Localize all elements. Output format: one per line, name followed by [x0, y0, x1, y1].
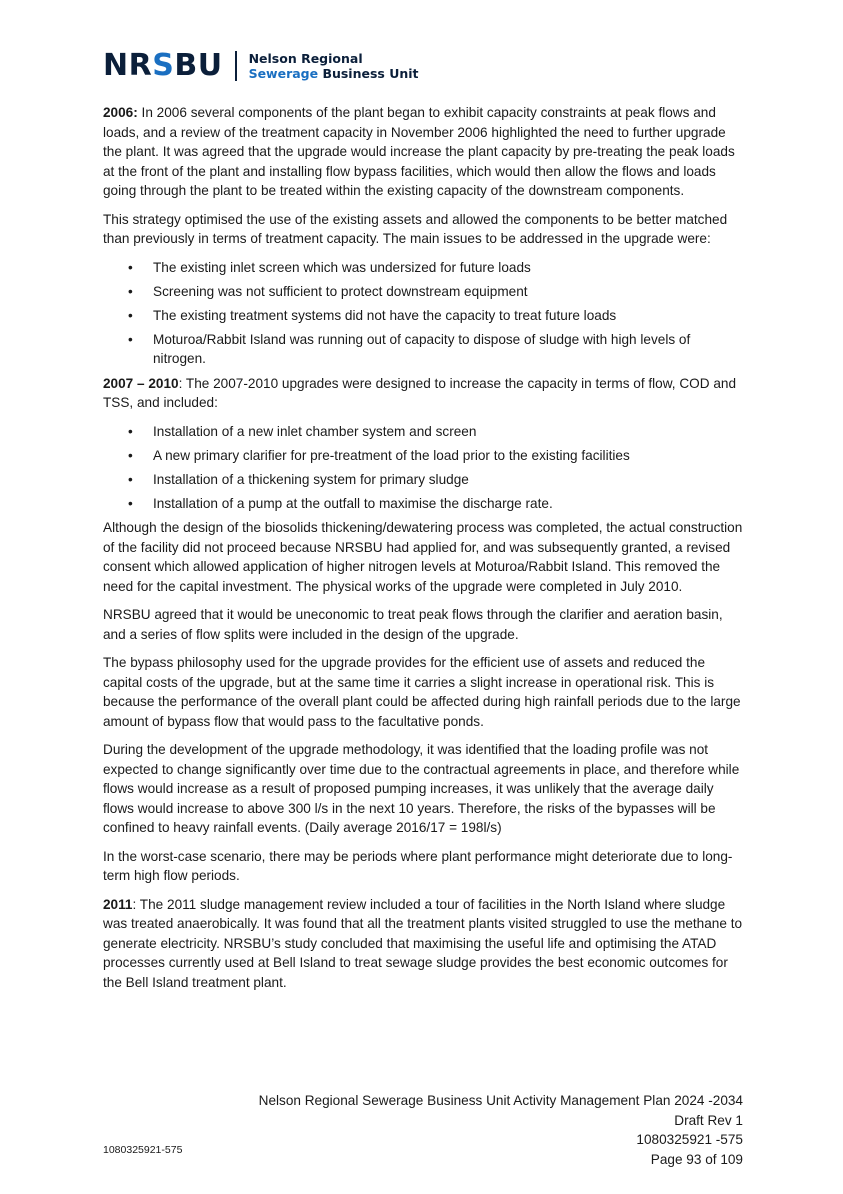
- bullet-icon: •: [128, 495, 133, 511]
- org-line-2-rest: Business Unit: [318, 66, 419, 81]
- footer-revision: Draft Rev 1: [674, 1112, 743, 1128]
- org-line-2-accent: Sewerage: [248, 66, 319, 81]
- list-item: [103, 494, 743, 514]
- org-line-2: [249, 66, 419, 81]
- bullet-icon: •: [128, 307, 133, 323]
- org-line-1: Nelson Regional: [248, 51, 363, 66]
- issues-list: [103, 258, 743, 369]
- list-item-text: The existing treatment systems did not have the capacity to treat future loads: [153, 307, 617, 323]
- list-item-text: The existing inlet screen which was undersized for future loads: [153, 259, 531, 275]
- list-item: [103, 306, 743, 326]
- paragraph-2006-text: In 2006 several components of the plant began to exhibit capacity constraints at peak flows and loads, and a review of the treatment capacity in November 2006 highlighted the need to further upgrade the plant. It was agreed that the upgrade would increase the plant capacity by pre-treating the peak loads at the front of the plant and installing flow bypass facilities, which would then allow the flows and loads going through the plant to be treated within the existing capacity of the downstream components.: [103, 105, 735, 198]
- paragraph-worst-case: In the worst-case scenario, there may be periods where plant performance might deteriorate due to long-term high flow periods.: [103, 848, 733, 883]
- bullet-icon: •: [128, 283, 133, 299]
- list-item-text: A new primary clarifier for pre-treatment of the load prior to the existing facilities: [153, 447, 630, 463]
- paragraph-strategy: This strategy optimised the use of the existing assets and allowed the components to be better matched than previously in terms of treatment capacity. The main issues to be addressed in the upgrade were:: [103, 211, 728, 246]
- upgrades-list: [103, 422, 743, 514]
- paragraph-flow-splits: NRSBU agreed that it would be uneconomic to treat peak flows through the clarifier and aeration basin, and a series of flow splits were included in the design of the upgrade.: [103, 607, 723, 642]
- footer-document-number: 1080325921 -575: [636, 1132, 743, 1147]
- bullet-icon: •: [128, 259, 133, 275]
- year-label-2006: 2006:: [103, 105, 138, 120]
- list-item: [103, 470, 743, 490]
- list-item: [103, 446, 743, 466]
- paragraph-2011: [103, 895, 743, 993]
- footer-page-number: Page 93 of 109: [650, 1151, 743, 1167]
- bullet-icon: •: [128, 471, 133, 487]
- paragraph-2011-text: : The 2011 sludge management review included a tour of facilities in the North Island where sludge was treated anaerobically. It was found that all the treatment plants visited struggled to use the methane to generate electricity. NRSBU’s study concluded that maximising the useful life and optimising the ATAD processes currently used at Bell Island to treat sewage sludge provides the best economic outcomes for the Bell Island treatment plant.: [103, 896, 743, 990]
- list-item: [103, 258, 743, 278]
- organisation-name: [249, 51, 419, 81]
- list-item-text: Screening was not sufficient to protect downstream equipment: [153, 283, 528, 299]
- page-header: [103, 48, 419, 84]
- list-item: [103, 422, 743, 442]
- logo-divider: [235, 51, 237, 81]
- paragraph-2007-2010-text: : The 2007-2010 upgrades were designed to increase the capacity in terms of flow, COD and TSS, and included:: [103, 375, 737, 410]
- year-label-2011: 2011: [103, 896, 133, 912]
- page-footer: [259, 1091, 743, 1169]
- bullet-icon: •: [128, 447, 133, 463]
- paragraph-biosolids: Although the design of the biosolids thickening/dewatering process was completed, the actual construction of the facility did not proceed because NRSBU had applied for, and was subsequently granted, a revised consent which allowed application of higher nitrogen levels at Moturoa/Rabbit Island. This removed the need for the capital investment. The physical works of the upgrade were completed in July 2010.: [103, 520, 743, 594]
- list-item-text: Moturoa/Rabbit Island was running out of capacity to dispose of sludge with high levels of nitrogen.: [153, 331, 691, 366]
- footer-document-id: 1080325921-575: [103, 1144, 183, 1156]
- paragraph-methodology: During the development of the upgrade methodology, it was identified that the loading profile was not expected to change significantly over time due to the contractual agreements in place, and therefore while flows would increase as a result of proposed pumping increases, it was unlikely that the average daily flows would increase to above 300 l/s in the next 10 years. Therefore, the risks of the bypasses will be confined to heavy rainfall events. (Daily average 2016/17 = 198l/s): [103, 742, 740, 835]
- list-item-text: Installation of a thickening system for primary sludge: [153, 471, 469, 487]
- list-item-text: Installation of a pump at the outfall to maximise the discharge rate.: [153, 495, 553, 511]
- list-item-text: Installation of a new inlet chamber system and screen: [153, 423, 477, 439]
- paragraph-2006: [103, 103, 743, 201]
- paragraph-2007-2010: [103, 374, 743, 413]
- logo-accent: S: [152, 48, 175, 83]
- logo-prefix: NR: [103, 48, 153, 83]
- footer-plan-title: Nelson Regional Sewerage Business Unit Activity Management Plan 2024 -2034: [258, 1093, 743, 1108]
- list-item: [103, 330, 743, 369]
- paragraph-bypass-philosophy: The bypass philosophy used for the upgrade provides for the efficient use of assets and reduced the capital costs of the upgrade, but at the same time it carries a slight increase in operational risk. This is because the performance of the overall plant could be affected during high rainfall periods due to the large amount of bypass flow that would pass to the facultative ponds.: [103, 655, 741, 729]
- year-label-2007-2010: 2007 – 2010: [103, 375, 179, 391]
- document-body: [103, 103, 743, 1001]
- bullet-icon: •: [128, 331, 133, 347]
- nrsbu-logo: [103, 48, 223, 83]
- logo-suffix: BU: [174, 48, 223, 83]
- bullet-icon: •: [128, 423, 133, 439]
- list-item: [103, 282, 743, 302]
